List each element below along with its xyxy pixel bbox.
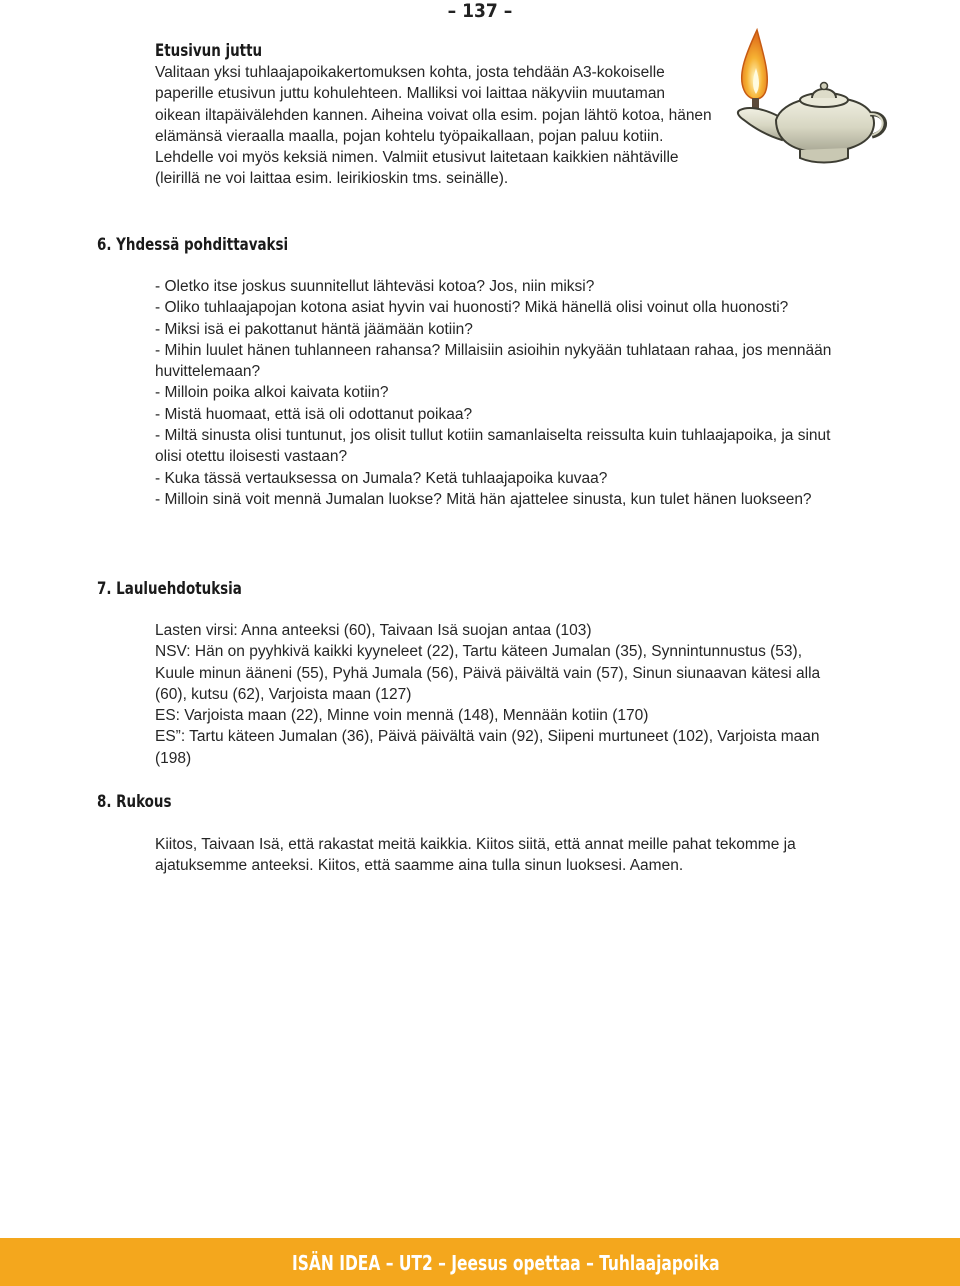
footer-bar [0,1238,960,1286]
question-item: - Kuka tässä vertauksessa on Jumala? Ketä tuhlaajapoika kuvaa? [155,469,608,487]
footer-title: ISÄN IDEA – UT2 – Jeesus opettaa – Tuhlaajapoika [292,1251,720,1275]
oil-lamp-icon [730,28,890,173]
reflection-questions [155,276,835,510]
section-6-heading: 6. Yhdessä pohdittavaksi [97,235,289,255]
front-page-text: Valitaan yksi tuhlaajapoikakertomuksen kohta, josta tehdään A3-kokoiselle paperille etusivun juttu kohulehteen. Malliksi voi laittaa näkyviin muutaman oikean iltapäivälehden kannen. Aiheina voivat olla esim. pojan lähtö kotoa, hänen elämänsä vieraalla maalla, pojan kohtelu työpaikallaan, pojan paluu kotiin. Lehdelle voi myös keksiä nimen. Valmiit etusivut laitetaan kaikkien nähtäville (leirillä ne voi laittaa esim. leirikioskin tms. seinälle). [155,64,712,188]
song-list-item: ES”: Tartu käteen Jumalan (36), Päivä päivältä vain (92), Siipeni murtuneet (102), Varjoista maan (198) [155,728,820,767]
section-8-heading: 8. Rukous [97,792,172,812]
question-item: - Miksi isä ei pakottanut häntä jäämään kotiin? [155,320,473,338]
song-list-item: Lasten virsi: Anna anteeksi (60), Taivaan Isä suojan antaa (103) [155,622,592,639]
question-item: - Miltä sinusta olisi tuntunut, jos olisit tullut kotiin samanlaiselta reissulta kuin tuhlaajapoika, ja sinut olisi otettu iloisesti vastaan? [155,427,831,466]
song-list-item: ES: Varjoista maan (22), Minne voin mennä (148), Mennään kotiin (170) [155,707,649,725]
song-suggestions [155,620,835,769]
section-7-heading-block [97,578,262,600]
question-item: - Oliko tuhlaajapojan kotona asiat hyvin vai huonosti? Mikä hänellä olisi voinut olla huonosti? [155,299,789,317]
song-list-item: NSV: Hän on pyyhkivä kaikki kyyneleet (22), Tartu käteen Jumalan (35), Synnintunnustus (53), Kuule minun ääneni (55), Pyhä Jumala (56), Päivä päivältä vain (57), Sinun siunaavan kätesi alla (60), kutsu (62), Varjoista maan (127) [155,643,821,703]
question-item: - Milloin sinä voit mennä Jumalan luokse? Mitä hän ajattelee sinusta, kun tulet hänen luokseen? [155,490,812,508]
question-item: - Oletko itse joskus suunnitellut lähteväsi kotoa? Jos, niin miksi? [155,278,595,295]
question-item: - Milloin poika alkoi kaivata kotiin? [155,384,389,402]
front-page-section [155,40,715,190]
question-item: - Mistä huomaat, että isä oli odottanut poikaa? [155,405,473,423]
section-6-heading-block [97,234,314,256]
prayer-text: Kiitos, Taivaan Isä, että rakastat meitä kaikkia. Kiitos siitä, että annat meille pahat tekomme ja ajatuksemme anteeksi. Kiitos, että saamme aina tulla sinun luoksesi. Aamen. [155,836,796,875]
section-7-heading: 7. Lauluehdotuksia [97,579,242,599]
front-page-heading: Etusivun juttu [155,41,263,61]
section-8-heading-block [97,791,182,813]
page-number: – 137 – [447,0,513,22]
question-item: - Mihin luulet hänen tuhlanneen rahansa? Millaisiin asioihin nykyään tuhlataan rahaa, jos mennään huvittelemaan? [155,341,832,381]
